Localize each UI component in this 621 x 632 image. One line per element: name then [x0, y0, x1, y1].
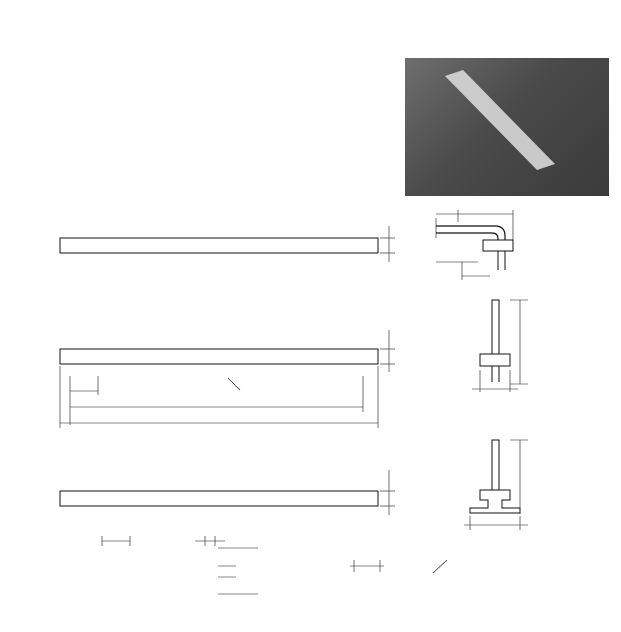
smt-side-view: [464, 440, 528, 530]
straight-side-view: [472, 300, 528, 392]
right-angle-side-view: [436, 210, 513, 280]
pcb-layout-through-holes: [350, 560, 447, 573]
straight-header-short-view: [60, 238, 378, 253]
pcb-layout-smt-pads: [102, 536, 258, 594]
right-angle-header-view: [60, 491, 378, 506]
straight-header-long-view: [60, 349, 378, 364]
